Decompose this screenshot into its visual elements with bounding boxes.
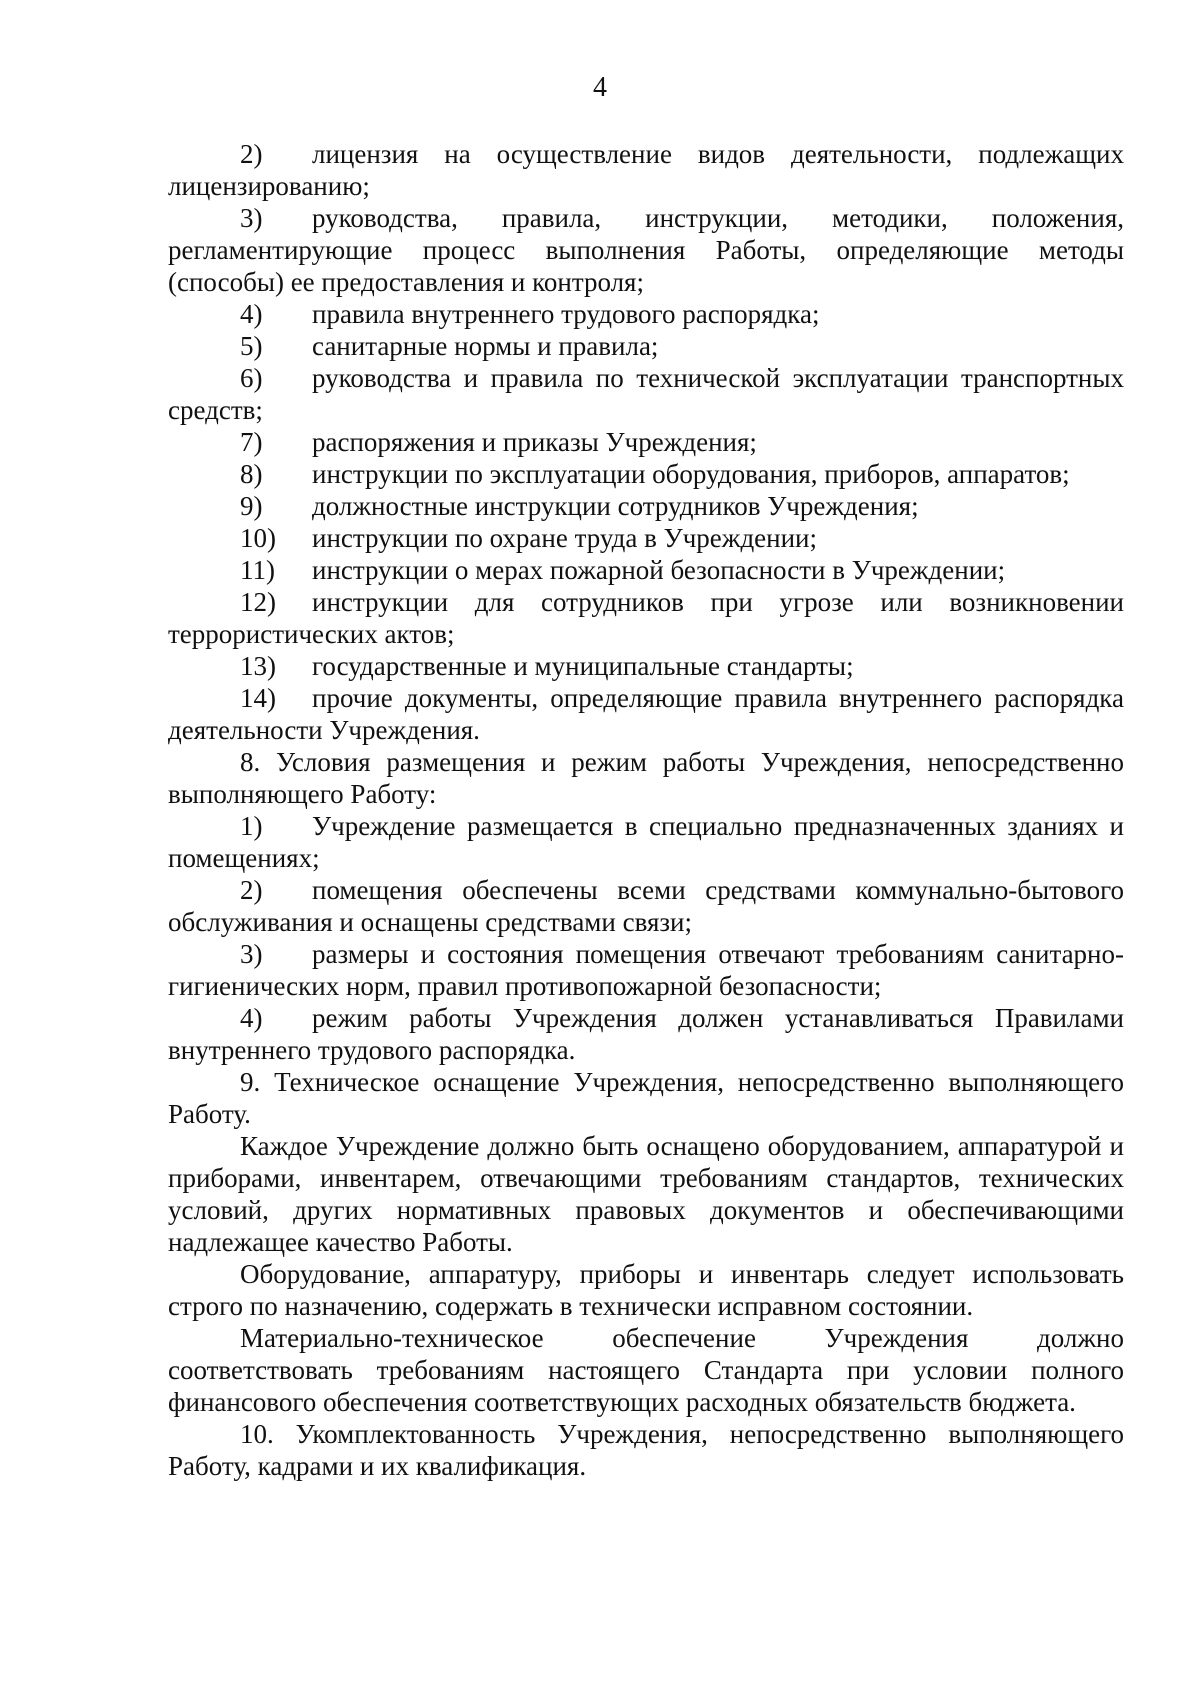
list-item-text: Учреждение размещается в специально предназначенных зданиях и помещениях; <box>168 811 1124 873</box>
list-item <box>168 490 1124 522</box>
list-item-number: 11) <box>240 555 275 585</box>
list-item-number: 4) <box>240 1003 263 1033</box>
document-list-a <box>168 138 1124 746</box>
list-item <box>168 298 1124 330</box>
list-item-number: 3) <box>240 939 263 969</box>
list-item <box>168 330 1124 362</box>
list-item-text: инструкции по эксплуатации оборудования, приборов, аппаратов; <box>312 459 1070 489</box>
list-item-text: лицензия на осуществление видов деятельности, подлежащих лицензированию; <box>168 139 1124 201</box>
list-item <box>168 874 1124 938</box>
page-number: 4 <box>593 72 607 103</box>
list-item-number: 13) <box>240 651 276 681</box>
paragraph: Оборудование, аппаратуру, приборы и инвентарь следует использовать строго по назначению, содержать в технически исправном состоянии. <box>168 1259 1124 1321</box>
list-item-text: инструкции по охране труда в Учреждении; <box>312 523 818 553</box>
list-item <box>168 362 1124 426</box>
list-item-text: помещения обеспечены всеми средствами коммунально-бытового обслуживания и оснащены средствами связи; <box>168 875 1124 937</box>
list-item <box>168 522 1124 554</box>
list-item-text: правила внутреннего трудового распорядка; <box>312 299 820 329</box>
list-item-number: 10) <box>240 523 276 553</box>
list-item-number: 2) <box>240 139 263 169</box>
list-item-text: руководства, правила, инструкции, методики, положения, регламентирующие процесс выполнения Работы, определяющие методы (способы) ее предоставления и контроля; <box>168 203 1124 297</box>
section-9-heading: 9. Техническое оснащение Учреждения, непосредственно выполняющего Работу. <box>168 1067 1124 1129</box>
section-10-heading: 10. Укомплектованность Учреждения, непосредственно выполняющего Работу, кадрами и их квалификация. <box>168 1419 1124 1481</box>
paragraph: Материально-техническое обеспечение Учреждения должно соответствовать требованиям настоящего Стандарта при условии полного финансового обеспечения соответствующих расходных обязательств бюджета. <box>168 1323 1124 1417</box>
list-item-number: 14) <box>240 683 276 713</box>
list-item-text: руководства и правила по технической эксплуатации транспортных средств; <box>168 363 1124 425</box>
list-item-text: должностные инструкции сотрудников Учреждения; <box>312 491 919 521</box>
list-item-text: инструкции о мерах пожарной безопасности в Учреждении; <box>312 555 1006 585</box>
list-item <box>168 938 1124 1002</box>
list-item-number: 12) <box>240 587 276 617</box>
list-item <box>168 650 1124 682</box>
list-item-text: инструкции для сотрудников при угрозе или возникновении террористических актов; <box>168 587 1124 649</box>
list-item-text: режим работы Учреждения должен устанавливаться Правилами внутреннего трудового распорядка. <box>168 1003 1124 1065</box>
section-8-heading: 8. Условия размещения и режим работы Учреждения, непосредственно выполняющего Работу: <box>168 747 1124 809</box>
list-item-text: государственные и муниципальные стандарты; <box>312 651 854 681</box>
list-item <box>168 554 1124 586</box>
list-item <box>168 138 1124 202</box>
document-body <box>168 138 1124 1482</box>
list-item-number: 5) <box>240 331 263 361</box>
list-item <box>168 426 1124 458</box>
list-item-number: 8) <box>240 459 263 489</box>
list-item-number: 2) <box>240 875 263 905</box>
list-item-number: 4) <box>240 299 263 329</box>
list-item <box>168 202 1124 298</box>
list-item <box>168 682 1124 746</box>
list-item-number: 7) <box>240 427 263 457</box>
list-item-text: санитарные нормы и правила; <box>312 331 659 361</box>
list-item <box>168 1002 1124 1066</box>
list-item-text: размеры и состояния помещения отвечают требованиям санитарно-гигиенических норм, правил противопожарной безопасности; <box>168 939 1124 1001</box>
list-item-text: прочие документы, определяющие правила внутреннего распорядка деятельности Учреждения. <box>168 683 1124 745</box>
list-item-text: распоряжения и приказы Учреждения; <box>312 427 757 457</box>
document-list-b <box>168 810 1124 1066</box>
paragraph: Каждое Учреждение должно быть оснащено оборудованием, аппаратурой и приборами, инвентарем, отвечающими требованиям стандартов, технических условий, других нормативных правовых документов и обеспечивающими надлежащее качество Работы. <box>168 1131 1124 1257</box>
list-item-number: 6) <box>240 363 263 393</box>
list-item-number: 9) <box>240 491 263 521</box>
list-item <box>168 458 1124 490</box>
list-item-number: 3) <box>240 203 263 233</box>
list-item <box>168 586 1124 650</box>
list-item <box>168 810 1124 874</box>
list-item-number: 1) <box>240 811 263 841</box>
